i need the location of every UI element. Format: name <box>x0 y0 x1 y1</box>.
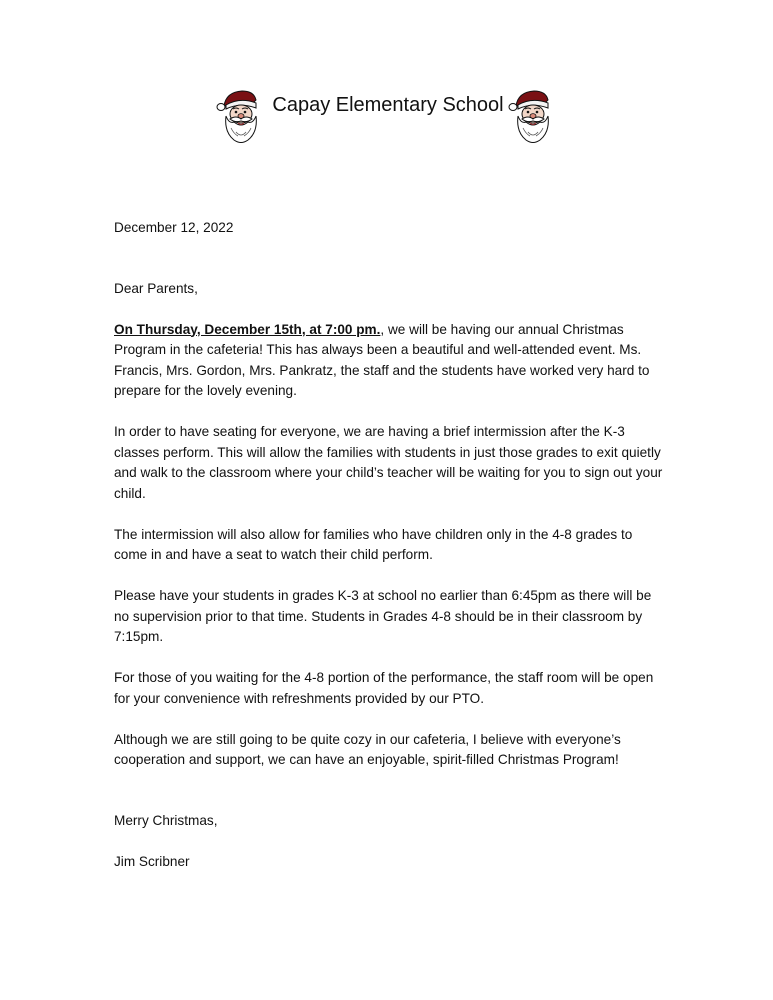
santa-face-icon <box>508 88 556 146</box>
event-date-time: On Thursday, December 15th, at 7:00 pm. <box>114 321 381 337</box>
paragraph-families-seating: The intermission will also allow for families who have children only in the 4-8 grades to come in and have a seat to watch their child perform. <box>114 526 633 562</box>
paragraph-intermission: In order to have seating for everyone, we are having a brief intermission after the K-3 classes perform. This will allow the families with students in just those grades to exit quietly and walk to the classroom where your child’s teacher will be waiting for you to sign out your child. <box>114 424 663 501</box>
closing: Merry Christmas, <box>114 812 218 828</box>
paragraph-event-announcement <box>114 320 664 402</box>
letterhead <box>0 88 773 148</box>
paragraph-staff-room: For those of you waiting for the 4-8 portion of the performance, the staff room will be open for your convenience with refreshments provided by our PTO. <box>114 670 654 706</box>
school-name: Capay Elementary School <box>272 94 504 116</box>
salutation: Dear Parents, <box>114 280 198 296</box>
signature: Jim Scribner <box>114 853 190 869</box>
paragraph-arrival-times: Please have your students in grades K-3 at school no earlier than 6:45pm as there will be no supervision prior to that time. Students in Grades 4-8 should be in their classroom by 7:15pm. <box>114 588 652 644</box>
letter-body <box>114 218 664 872</box>
santa-face-icon <box>216 88 264 146</box>
letter-date: December 12, 2022 <box>114 220 234 235</box>
paragraph-event-text: , we will be having our annual Christmas Program in the cafeteria! This has always been a beautiful and well-attended event. Ms. Francis, Mrs. Gordon, Mrs. Pankratz, the staff and the students have worked very hard to prepare for the lovely evening. <box>114 321 650 398</box>
paragraph-closing-remarks: Although we are still going to be quite cozy in our cafeteria, I believe with everyone’s cooperation and support, we can have an enjoyable, spirit-filled Christmas Program! <box>114 731 621 767</box>
